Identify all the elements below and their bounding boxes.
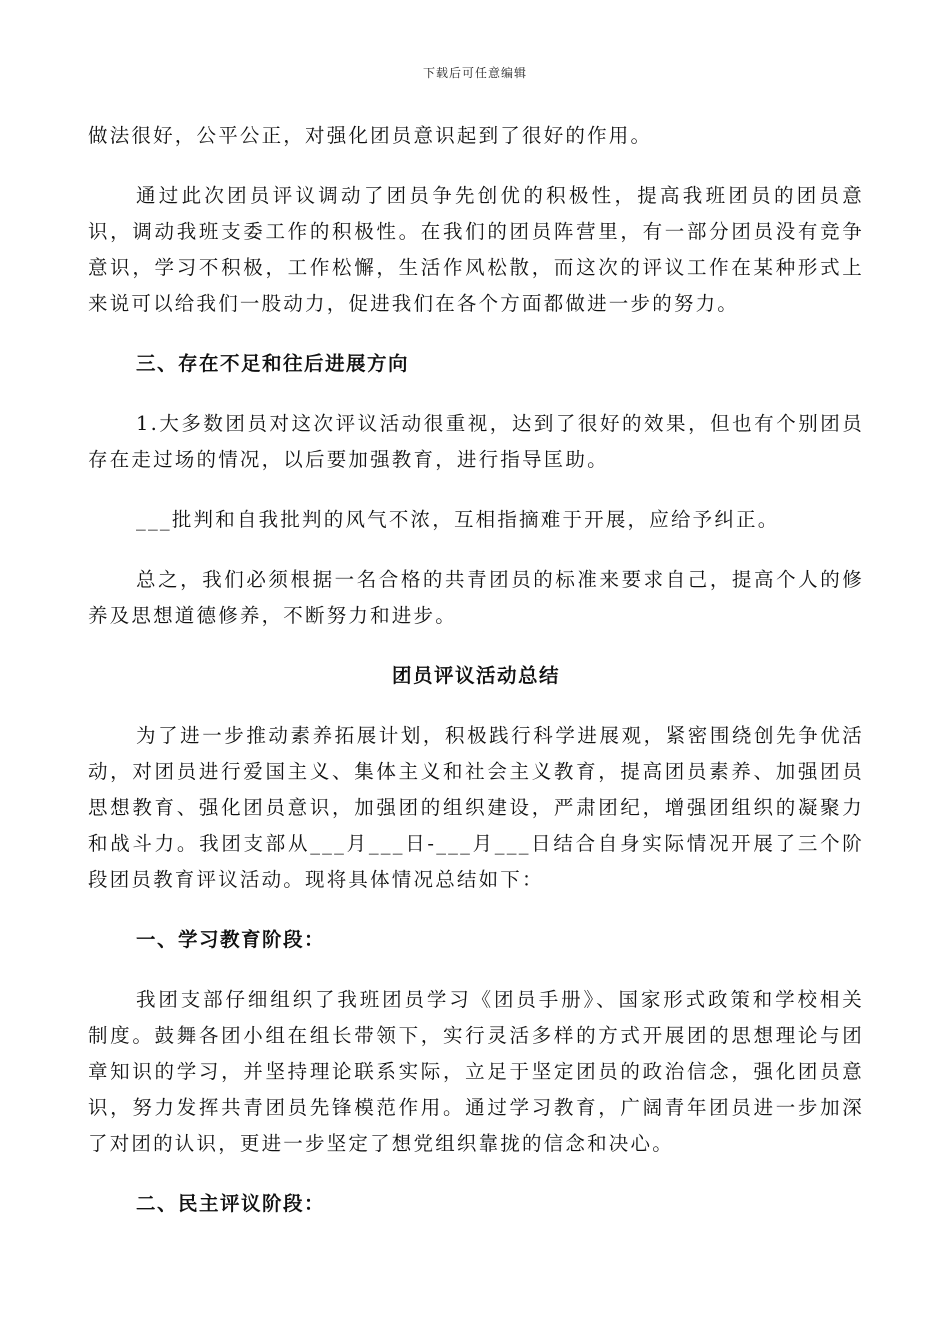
document-title: 团员评议活动总结 <box>391 664 560 687</box>
paragraph-continuation: 做法很好，公平公正，对强化团员意识起到了很好的作用。 <box>88 124 653 147</box>
paragraph: ___批判和自我批判的风气不浓，互相指摘难于开展，应给予纠正。 <box>136 508 780 531</box>
paragraph: 为了进一步推动素养拓展计划，积极践行科学进展观，紧密围绕创先争优活动，对团员进行爱国主义、集体主义和社会主义教育，提高团员素养、加强团员思想教育、强化团员意识，加强团的组织建设，严肃团纪，增强团组织的凝聚力和战斗力。我团支部从___月___日-___月___日结合自身实际情况开展了三个阶段团员教育评议活动。现将具体情况总结如下： <box>88 724 864 891</box>
paragraph: 我团支部仔细组织了我班团员学习《团员手册》、国家形式政策和学校相关制度。鼓舞各团小组在组长带领下，实行灵活多样的方式开展团的思想理论与团章知识的学习，并坚持理论联系实际，立足于坚定团员的政治信念，强化团员意识，努力发挥共青团员先锋模范作用。通过学习教育，广阔青年团员进一步加深了对团的认识，更进一步坚定了想党组织靠拢的信念和决心。 <box>88 988 864 1155</box>
paragraph: 1.大多数团员对这次评议活动很重视，达到了很好的效果，但也有个别团员存在走过场的情况，以后要加强教育，进行指导匡助。 <box>88 412 864 471</box>
section-heading: 一、学习教育阶段： <box>136 928 326 951</box>
paragraph: 通过此次团员评议调动了团员争先创优的积极性，提高我班团员的团员意识，调动我班支委工作的积极性。在我们的团员阵营里，有一部分团员没有竞争意识，学习不积极，工作松懈，生活作风松散，而这次的评议工作在某种形式上来说可以给我们一股动力，促进我们在各个方面都做进一步的努力。 <box>88 184 864 315</box>
page-header: 下载后可任意编辑 <box>422 66 527 80</box>
paragraph: 总之，我们必须根据一名合格的共青团员的标准来要求自己，提高个人的修养及思想道德修养，不断努力和进步。 <box>88 568 864 627</box>
section-heading: 三、存在不足和往后进展方向 <box>136 352 410 375</box>
document-body <box>88 118 864 1246</box>
section-heading: 二、民主评议阶段： <box>136 1192 326 1215</box>
